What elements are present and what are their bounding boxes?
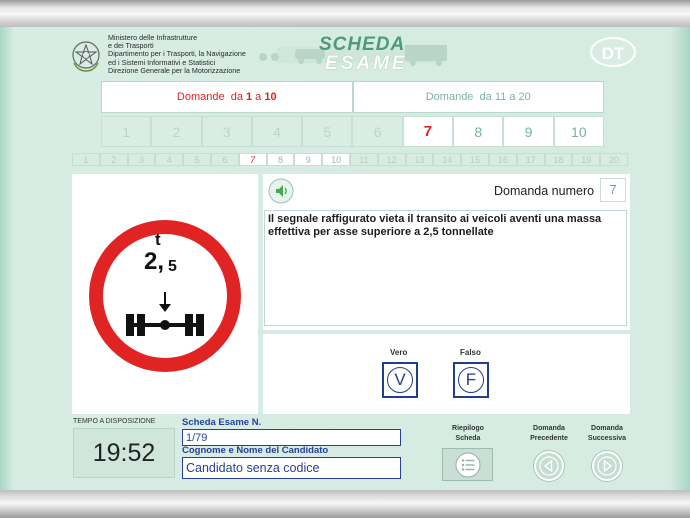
range-tabs	[101, 81, 604, 113]
logo-esame: ESAME	[325, 53, 408, 74]
speaker-icon	[268, 178, 294, 204]
strip-cell-14[interactable]: 14	[433, 153, 461, 166]
ministry-line: ed i Sistemi Informativi e Statistici	[108, 57, 216, 67]
answer-panel	[263, 334, 630, 414]
arrow-right-icon	[596, 455, 618, 477]
strip-cell-17[interactable]: 17	[517, 153, 545, 166]
question-button-6[interactable]: 6	[352, 116, 402, 147]
true-label: Vero	[390, 348, 408, 357]
ministry-line: Ministero delle Infrastrutture	[108, 33, 198, 42]
strip-cell-9[interactable]: 9	[294, 153, 322, 166]
strip-cell-1[interactable]: 1	[72, 153, 100, 166]
strip-cell-10[interactable]: 10	[322, 153, 350, 166]
strip-cell-15[interactable]: 15	[461, 153, 489, 166]
ministry-line: Dipartimento per i Trasporti, la Navigazione	[108, 49, 246, 59]
strip-cell-16[interactable]: 16	[489, 153, 517, 166]
candidate-name-label: Cognome e Nome del Candidato	[182, 445, 329, 456]
question-selector	[101, 116, 604, 147]
true-answer-button[interactable]	[382, 362, 418, 398]
exam-screen	[0, 27, 690, 490]
strip-cell-8[interactable]: 8	[267, 153, 295, 166]
strip-cell-6[interactable]: 6	[211, 153, 239, 166]
riepilogo-scheda-button[interactable]	[442, 448, 493, 481]
ministry-text	[108, 34, 246, 75]
scheda-number-field: 1/79	[182, 429, 401, 446]
false-label: Falso	[460, 348, 481, 357]
timer-display: 19:52	[73, 428, 175, 478]
strip-cell-11[interactable]: 11	[350, 153, 378, 166]
sign-weight-main: 2,	[144, 248, 165, 275]
question-button-3[interactable]: 3	[202, 116, 252, 147]
dt-badge: DT	[590, 37, 636, 67]
ministry-line: e dei Trasporti	[108, 41, 154, 51]
question-number-label: Domanda numero	[494, 184, 595, 198]
audio-play-button[interactable]	[268, 178, 294, 204]
question-button-7[interactable]: 7	[403, 116, 453, 147]
false-answer-button[interactable]	[453, 362, 489, 398]
previous-question-button[interactable]	[534, 451, 564, 481]
riepilogo-label: Riepilogo Scheda	[452, 425, 484, 442]
previous-question-label: Domanda Precedente	[530, 425, 568, 442]
true-answer-symbol: V	[387, 367, 413, 393]
strip-cell-5[interactable]: 5	[183, 153, 211, 166]
tab-domande-11-20[interactable]: Domande da 11 a 20	[353, 81, 605, 113]
strip-cell-18[interactable]: 18	[545, 153, 573, 166]
question-button-4[interactable]: 4	[252, 116, 302, 147]
question-text: Il segnale raffigurato vieta il transito ai veicoli aventi una massa effettiva per asse superiore a 2,5 tonnellate	[268, 213, 602, 238]
strip-cell-2[interactable]: 2	[100, 153, 128, 166]
tab-domande-1-10[interactable]: Domande da 1 a 10	[101, 81, 353, 113]
strip-cell-7[interactable]: 7	[239, 153, 267, 166]
next-question-button[interactable]	[592, 451, 622, 481]
strip-cell-20[interactable]: 20	[600, 153, 628, 166]
question-button-8[interactable]: 8	[453, 116, 503, 147]
road-sign-panel	[72, 174, 258, 414]
axle-weight-limit-sign-icon	[72, 174, 258, 414]
arrow-left-icon	[538, 455, 560, 477]
question-progress-strip	[72, 153, 628, 166]
strip-cell-13[interactable]: 13	[406, 153, 434, 166]
next-question-label: Domanda Successiva	[587, 425, 627, 442]
question-button-9[interactable]: 9	[503, 116, 553, 147]
strip-cell-3[interactable]: 3	[128, 153, 156, 166]
false-answer-symbol: F	[458, 367, 484, 393]
timer-label: TEMPO A DISPOSIZIONE	[73, 418, 156, 425]
list-icon	[455, 452, 481, 478]
question-button-2[interactable]: 2	[151, 116, 201, 147]
logo-scheda: SCHEDA	[319, 34, 406, 55]
strip-cell-12[interactable]: 12	[378, 153, 406, 166]
sign-weight-decimal: 5	[168, 258, 177, 275]
ministry-line: Direzione Generale per la Motorizzazione	[108, 65, 241, 75]
question-button-5[interactable]: 5	[302, 116, 352, 147]
scheda-number-label: Scheda Esame N.	[182, 417, 262, 428]
scheda-esame-logo	[255, 33, 455, 77]
strip-cell-4[interactable]: 4	[155, 153, 183, 166]
candidate-name-field: Candidato senza codice	[182, 457, 401, 479]
sign-weight-unit: t	[155, 230, 161, 249]
question-button-1[interactable]: 1	[101, 116, 151, 147]
question-button-10[interactable]: 10	[554, 116, 604, 147]
question-number-value: 7	[600, 178, 626, 202]
republic-emblem-icon	[70, 37, 102, 73]
strip-cell-19[interactable]: 19	[572, 153, 600, 166]
